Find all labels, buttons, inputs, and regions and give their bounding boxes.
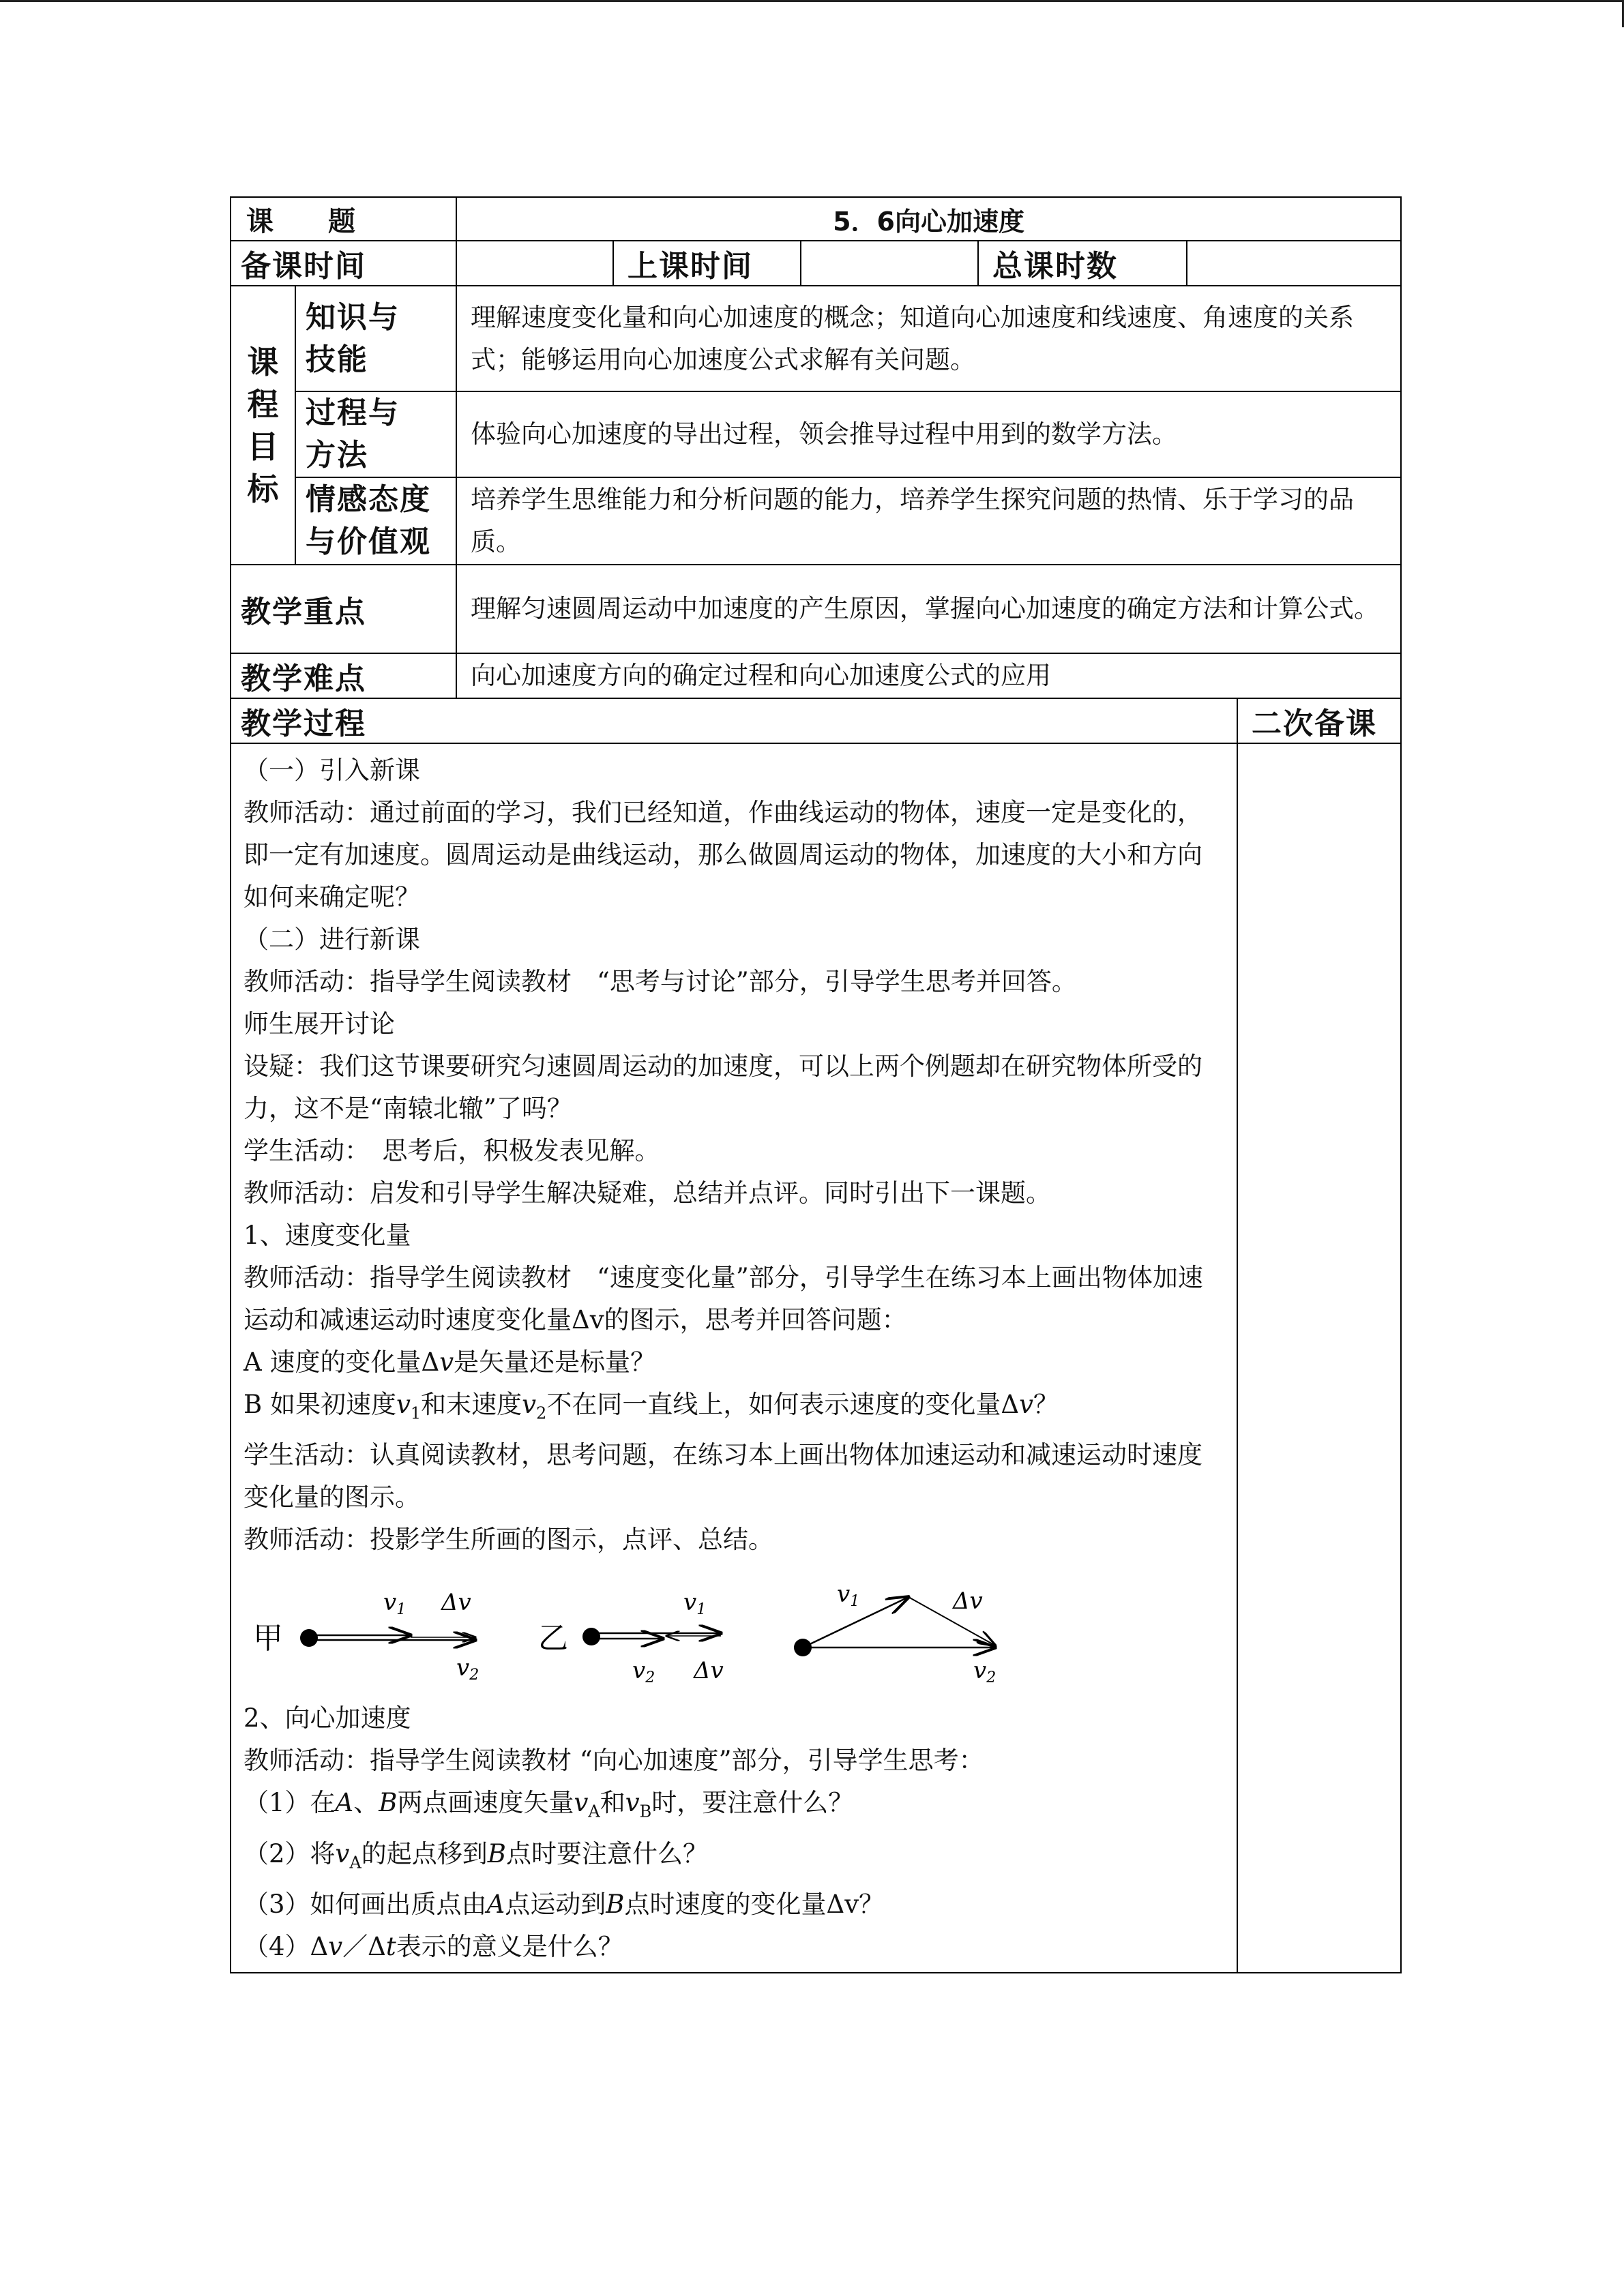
process-line: 教师活动：投影学生所画的图示，点评、总结。 <box>243 1525 773 1555</box>
process-line: 教师活动：通过前面的学习，我们已经知道，作曲线运动的物体，速度一定是变化的，即一定有加速度。圆周运动是曲线运动，那么做圆周运动的物体，加速度的大小和方向如何来确定呢？ <box>243 798 1202 912</box>
lesson-plan-sheet <box>230 196 1400 1973</box>
class-time-value <box>801 241 978 286</box>
prep-time-value <box>456 241 613 286</box>
objective-row-knowledge <box>231 286 1401 391</box>
label-v1-yi: v1 <box>683 1589 707 1619</box>
topic-row <box>231 197 1401 241</box>
object-dot-jia <box>300 1629 318 1647</box>
key-point-label: 教学重点 <box>231 565 456 653</box>
question-2: （2）将$v_A$的起点移到B点时要注意什么？ <box>243 1838 708 1873</box>
page-top-rule <box>0 0 1624 2</box>
process-line: 1、速度变化量 <box>243 1221 411 1250</box>
process-line: 设疑：我们这节课要研究匀速圆周运动的加速度，可以上两个例题却在研究物体所受的力，这不是“南辕北辙”了吗？ <box>243 1052 1202 1123</box>
process-header-row <box>231 698 1401 743</box>
topic-label: 课 题 <box>231 197 456 241</box>
process-line: 学生活动：认真阅读教材，思考问题，在练习本上画出物体加速运动和减速运动时速度变化量的图示。 <box>243 1440 1202 1512</box>
velocity-diagrams-svg <box>243 1561 1171 1697</box>
objective-row-attitude <box>231 477 1401 565</box>
schedule-row <box>231 241 1401 286</box>
total-hours-label: 总课时数 <box>978 241 1187 286</box>
label-dv-yi: Δv <box>694 1657 724 1685</box>
lesson-plan-table <box>230 196 1402 1973</box>
difficulty-label: 教学难点 <box>231 653 456 698</box>
process-content <box>231 743 1237 1973</box>
label-v2-triangle: v2 <box>973 1657 996 1687</box>
process-line: 教师活动：指导学生阅读教材 “速度变化量”部分，引导学生在练习本上画出物体加速运动和减速运动时速度变化量Δv的图示，思考并回答问题： <box>243 1263 1203 1335</box>
process-line: 师生展开讨论 <box>243 1009 395 1039</box>
second-prep-label: 二次备课 <box>1237 698 1401 743</box>
class-time-label: 上课时间 <box>613 241 801 286</box>
label-v1-jia: v1 <box>383 1589 407 1619</box>
second-prep-content <box>1237 743 1401 1973</box>
process-line: （一）引入新课 <box>243 756 420 785</box>
topic-value: 5．6向心加速度 <box>456 197 1401 241</box>
object-dot-yi <box>582 1628 600 1645</box>
label-yi: 乙 <box>538 1621 568 1656</box>
question-b: B 如果初速度$v_1$和末速度$v_2$不在同一直线上，如何表示速度的变化量Δv？ <box>243 1390 1059 1423</box>
process-line: （二）进行新课 <box>243 925 420 954</box>
total-hours-value <box>1187 241 1401 286</box>
difficulty-text: 向心加速度方向的确定过程和向心加速度公式的应用 <box>456 653 1401 698</box>
question-4: （4）Δv／Δt表示的意义是什么？ <box>243 1932 623 1962</box>
label-v1-triangle: v1 <box>837 1581 860 1611</box>
question-3: （3）如何画出质点由A点运动到B点时速度的变化量Δv？ <box>243 1890 885 1920</box>
question-1: （1）在A、B两点画速度矢量$v_A$和$v_B$时，要注意什么？ <box>243 1788 854 1821</box>
process-label: 教学过程 <box>231 698 1237 743</box>
process-body-row <box>231 743 1401 1973</box>
label-v2-jia: v2 <box>456 1654 479 1684</box>
section-heading: 2、向心加速度 <box>243 1703 411 1733</box>
process-line: 学生活动： 思考后，积极发表见解。 <box>243 1136 660 1165</box>
objective-label-knowledge: 知识与 技能 <box>295 286 456 391</box>
objective-text-process: 体验向心加速度的导出过程，领会推导过程中用到的数学方法。 <box>456 391 1401 477</box>
objective-text-knowledge: 理解速度变化量和向心加速度的概念；知道向心加速度和线速度、角速度的关系式；能够运用向心加速度公式求解有关问题。 <box>456 286 1401 391</box>
process-line: 教师活动：启发和引导学生解决疑难，总结并点评。同时引出下一课题。 <box>243 1178 1051 1208</box>
key-point-text: 理解匀速圆周运动中加速度的产生原因，掌握向心加速度的确定方法和计算公式。 <box>456 565 1401 653</box>
objective-label-attitude: 情感态度 与价值观 <box>295 477 456 565</box>
velocity-change-figure <box>243 1561 1227 1697</box>
objective-text-attitude: 培养学生思维能力和分析问题的能力，培养学生探究问题的热情、乐于学习的品质。 <box>456 477 1401 565</box>
label-v2-yi: v2 <box>632 1657 655 1687</box>
label-jia: 甲 <box>253 1621 283 1656</box>
key-point-row <box>231 565 1401 653</box>
objective-label-process: 过程与 方法 <box>295 391 456 477</box>
label-dv-jia: Δv <box>441 1589 471 1617</box>
difficulty-row <box>231 653 1401 698</box>
question-a: A 速度的变化量Δv是矢量还是标量？ <box>243 1347 656 1377</box>
prep-time-label: 备课时间 <box>231 241 456 286</box>
process-line: 教师活动：指导学生阅读教材 “思考与讨论”部分，引导学生思考并回答。 <box>243 967 1077 996</box>
label-dv-triangle: Δv <box>953 1587 983 1615</box>
objectives-label: 课 程 目 标 <box>231 286 295 565</box>
objective-row-process <box>231 391 1401 477</box>
process-line: 教师活动：指导学生阅读教材 “向心加速度”部分，引导学生思考： <box>243 1746 984 1776</box>
